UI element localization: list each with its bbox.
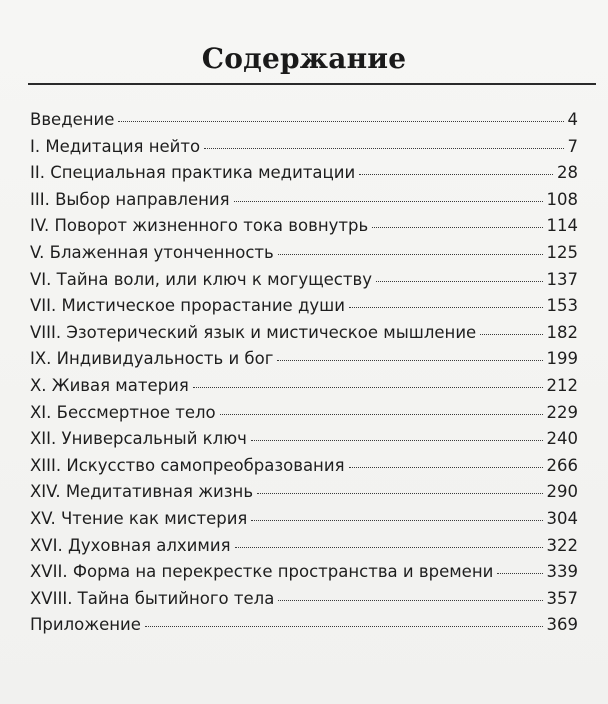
toc-entry xyxy=(30,376,578,403)
toc-leader-dots xyxy=(278,600,542,601)
toc-leader-dots xyxy=(235,547,543,548)
toc-leader-dots xyxy=(118,121,563,122)
toc-leader-dots xyxy=(349,307,543,308)
toc-entry-page: 199 xyxy=(546,349,578,369)
toc-entry-page: 7 xyxy=(567,136,578,156)
toc-entry-label: XII. Универсальный ключ xyxy=(30,429,247,449)
toc-leader-dots xyxy=(277,360,542,361)
toc-entry-page: 125 xyxy=(546,242,578,262)
toc-entry xyxy=(30,562,578,589)
toc-entry-label: XVI. Духовная алхимия xyxy=(30,535,231,555)
toc-entry-page: 108 xyxy=(546,189,578,209)
toc-leader-dots xyxy=(251,440,543,441)
toc-leader-dots xyxy=(220,414,543,415)
toc-entry-page: 28 xyxy=(557,163,578,183)
toc-entry-page: 212 xyxy=(546,375,578,395)
toc-entry xyxy=(30,270,578,297)
title-divider xyxy=(28,83,596,85)
toc-leader-dots xyxy=(359,174,553,175)
toc-entry xyxy=(30,296,578,323)
toc-leader-dots xyxy=(497,573,542,574)
toc-entry-page: 339 xyxy=(546,562,578,582)
toc-entry xyxy=(30,349,578,376)
toc-entry xyxy=(30,589,578,616)
page-title: Содержание xyxy=(201,42,407,75)
toc-entry xyxy=(30,429,578,456)
toc-entry-label: XV. Чтение как мистерия xyxy=(30,508,248,528)
toc-entry-label: XIV. Медитативная жизнь xyxy=(30,482,254,502)
table-of-contents xyxy=(30,110,578,642)
toc-entry-label: XVII. Форма на перекрестке пространства и времени xyxy=(30,562,494,582)
toc-entry-label: VIII. Эзотерический язык и мистическое мышление xyxy=(30,322,477,342)
toc-entry-label: IX. Индивидуальность и бог xyxy=(30,349,274,369)
toc-entry xyxy=(30,536,578,563)
toc-leader-dots xyxy=(145,626,543,627)
toc-entry-page: 153 xyxy=(546,296,578,316)
toc-entry xyxy=(30,509,578,536)
toc-leader-dots xyxy=(257,493,542,494)
toc-entry xyxy=(30,190,578,217)
toc-entry-label: VII. Мистическое прорастание души xyxy=(30,296,345,316)
toc-leader-dots xyxy=(234,201,543,202)
toc-entry-label: X. Живая материя xyxy=(30,375,189,395)
toc-entry-page: 290 xyxy=(546,482,578,502)
toc-entry xyxy=(30,163,578,190)
toc-leader-dots xyxy=(251,520,542,521)
toc-entry-page: 114 xyxy=(546,216,578,236)
toc-entry-label: II. Специальная практика медитации xyxy=(30,163,356,183)
toc-leader-dots xyxy=(349,467,543,468)
toc-entry xyxy=(30,482,578,509)
toc-leader-dots xyxy=(193,387,543,388)
toc-entry xyxy=(30,403,578,430)
toc-leader-dots xyxy=(204,148,563,149)
toc-entry-page: 182 xyxy=(546,322,578,342)
toc-leader-dots xyxy=(372,227,542,228)
toc-entry xyxy=(30,456,578,483)
toc-leader-dots xyxy=(278,254,543,255)
toc-entry-label: IV. Поворот жизненного тока вовнутрь xyxy=(30,216,369,236)
toc-entry-page: 357 xyxy=(546,588,578,608)
toc-entry-page: 322 xyxy=(546,535,578,555)
toc-entry xyxy=(30,137,578,164)
toc-entry-page: 266 xyxy=(546,455,578,475)
toc-entry xyxy=(30,323,578,350)
toc-entry xyxy=(30,216,578,243)
toc-leader-dots xyxy=(480,334,542,335)
toc-entry xyxy=(30,243,578,270)
toc-entry-page: 137 xyxy=(546,269,578,289)
toc-entry-label: I. Медитация нейто xyxy=(30,136,201,156)
toc-entry-page: 4 xyxy=(567,110,578,129)
toc-entry-label: VI. Тайна воли, или ключ к могуществу xyxy=(30,269,372,289)
toc-leader-dots xyxy=(376,281,543,282)
toc-entry-page: 369 xyxy=(546,615,578,635)
toc-entry-page: 240 xyxy=(546,429,578,449)
toc-entry-label: Приложение xyxy=(30,615,141,635)
toc-entry-label: XIII. Искусство самопреобразования xyxy=(30,455,345,475)
toc-entry-page: 304 xyxy=(546,508,578,528)
toc-entry-label: Введение xyxy=(30,110,115,129)
toc-entry-page: 229 xyxy=(546,402,578,422)
toc-entry-label: XVIII. Тайна бытийного тела xyxy=(30,588,275,608)
toc-entry-label: XI. Бессмертное тело xyxy=(30,402,216,422)
toc-entry-label: III. Выбор направления xyxy=(30,189,230,209)
toc-entry xyxy=(30,615,578,642)
toc-entry xyxy=(30,110,578,137)
toc-entry-label: V. Блаженная утонченность xyxy=(30,242,274,262)
